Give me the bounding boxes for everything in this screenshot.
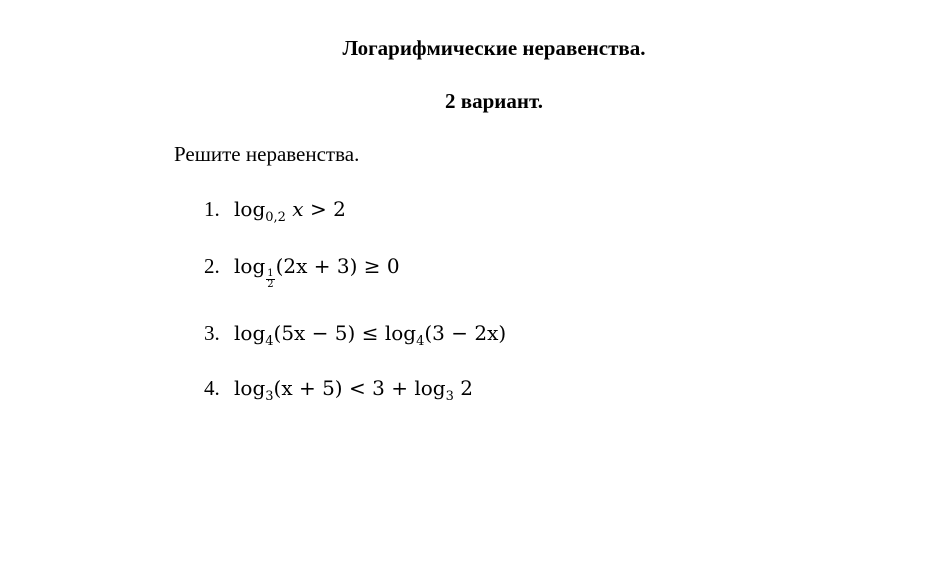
log-argument-right: 2 [460, 376, 473, 400]
inequality-expression [234, 376, 473, 404]
relation-sign: ≥ [363, 254, 381, 278]
inequality-expression [234, 254, 400, 290]
inequality-expression [234, 321, 507, 349]
log-base: 0,2 [265, 210, 286, 225]
log-base-right: 3 [445, 389, 454, 404]
task-number: 3. [204, 321, 220, 345]
log-function: log [234, 376, 266, 400]
task-number: 4. [204, 376, 220, 400]
log-function: log [234, 197, 266, 221]
relation-sign: < [348, 376, 366, 400]
log-function: log [234, 254, 266, 278]
log-base-fraction [266, 269, 274, 290]
log-argument-right: (3 − 2x) [424, 321, 507, 345]
right-hand-side: 0 [386, 254, 400, 278]
task-number: 1. [204, 197, 220, 221]
document-title: Логарифмические неравенства. [342, 36, 646, 60]
log-base: 4 [265, 334, 274, 349]
log-argument: (5x − 5) [273, 321, 356, 345]
log-argument: (x + 5) [273, 376, 343, 400]
instruction-text: Решите неравенства. [174, 142, 360, 166]
right-hand-side: 2 [333, 197, 346, 221]
log-function-right: log [414, 376, 446, 400]
fraction-numerator: 1 [267, 268, 274, 279]
log-argument: x [292, 197, 304, 221]
log-function: log [234, 321, 266, 345]
relation-sign: > [309, 197, 327, 221]
variant-heading: 2 вариант. [445, 89, 543, 113]
log-function-right: log [384, 321, 417, 345]
task-number: 2. [204, 254, 220, 278]
relation-sign: ≤ [361, 321, 379, 345]
log-base: 3 [265, 389, 274, 404]
log-base-right: 4 [416, 334, 425, 349]
log-argument: (2x + 3) [275, 254, 358, 278]
right-hand-side: 3 + [372, 376, 408, 400]
inequality-expression [234, 197, 346, 225]
fraction-denominator: 2 [267, 279, 274, 290]
